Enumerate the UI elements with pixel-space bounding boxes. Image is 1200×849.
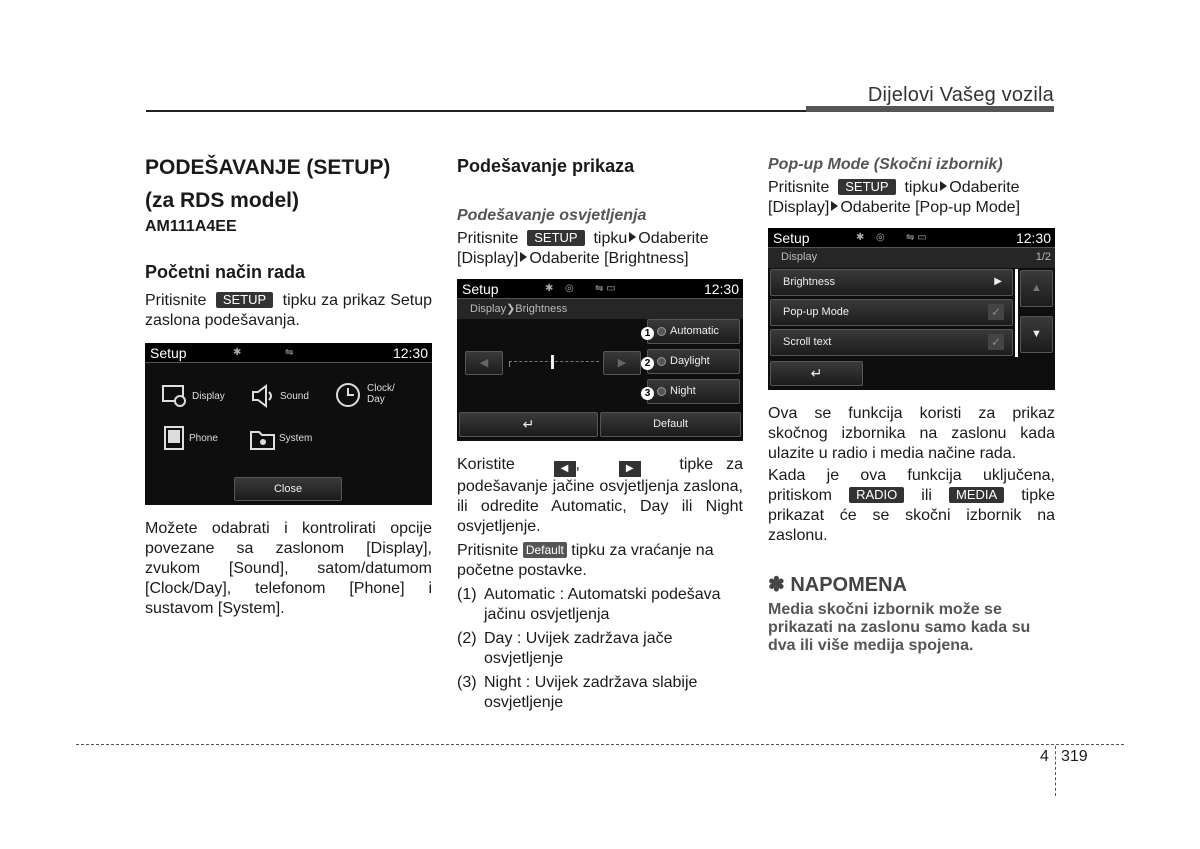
back-button[interactable]: ↵ [770,361,863,386]
slider-thumb[interactable] [551,355,554,369]
instruction-paragraph: Pritisnite SETUP tipku Odaberite [Display] Odaberite [Pop-up Mode] [768,179,1021,216]
brightness-slider[interactable] [509,361,599,367]
bluetooth-icon: ✱ [856,232,865,243]
section-header: Display 1/2 [768,248,1055,268]
usb-icon: ⇋ ▭ [906,232,927,243]
arrow-right-icon [831,201,838,211]
marker-1: 1 [641,327,654,340]
menu-clock[interactable]: Clock/ Day [335,381,415,413]
section-title: PODEŠAVANJE (SETUP) [145,156,391,179]
subsection-title: Početni način rada [145,262,306,282]
radio-key: RADIO [849,487,904,503]
setup-key: SETUP [216,292,273,308]
checkbox-icon[interactable]: ✓ [988,334,1004,350]
brightness-paragraph: Koristite ◀ , ▶ tipke za podešavanje jačine osvjetljenja zaslona, ili odredite Automatic, Day ili Night osvjetljenje. [457,456,744,535]
column-1 [145,150,432,619]
checkbox-icon[interactable]: ✓ [988,304,1004,320]
doc-code: AM111A4EE [145,218,237,235]
marker-2: 2 [641,357,654,370]
setup-key: SETUP [838,179,895,195]
menu-sound[interactable]: Sound [250,383,330,411]
row-popup-mode[interactable]: Pop-up Mode ✓ [770,299,1013,326]
option-list [457,585,743,713]
column-2 [457,150,743,717]
disc-icon: ◎ [876,232,885,243]
note-body: Media skočni izbornik može se prikazati na zaslonu samo kada su dva ili više medija spojena. [768,601,1031,654]
brightness-right-button[interactable]: ▶ [603,351,641,375]
arrow-right-icon: ▶ [994,276,1002,287]
setup-key: SETUP [527,230,584,246]
subsection-title: Podešavanje osvjetljenja [457,207,647,224]
clock-icon [335,381,363,409]
menu-display[interactable]: Display [161,383,241,411]
option-daylight[interactable]: Daylight [647,349,740,374]
phone-icon [163,425,187,451]
left-key-icon: ◀ [554,461,576,477]
menu-system[interactable]: System [249,427,329,455]
header-rule [146,110,806,112]
default-paragraph: Pritisnite Default tipku za vraćanje na početne postavke. [457,542,714,579]
section-title: Podešavanje prikaza [457,156,635,176]
close-button[interactable]: Close [234,477,342,501]
disc-icon: ◎ [565,283,574,294]
bluetooth-icon: ✱ [233,347,242,358]
radio-icon [657,357,666,366]
chapter-number: 4 [1040,748,1049,765]
popup-mode-screen: Setup ✱ ◎ ⇋ ▭ 12:30 Display 1/2 Brightness ▶ Pop-up Mode ✓ Scroll text ✓ ▲ ▼ ↵ [768,228,1055,390]
setup-screen [145,343,432,505]
function-paragraph: Ova se funkcija koristi za prikaz skočnog izbornika na zaslonu kada ulazite u radio i media načine rada. [768,405,1055,462]
scroll-up-button[interactable]: ▲ [1020,270,1053,307]
radio-icon [657,327,666,336]
description-paragraph: Možete odabrati i kontrolirati opcije povezane sa zaslonom [Display], zvukom [Sound], satom/datumom [Clock/Day], telefonom [Phone] i sustavom [System]. [145,520,432,617]
scrollbar-track [1015,269,1018,357]
option-automatic[interactable]: Automatic [647,319,740,344]
screen-clock: 12:30 [392,345,428,361]
marker-3: 3 [641,387,654,400]
section-subtitle: (za RDS model) [145,189,300,212]
subsection-title: Pop-up Mode (Skočni izbornik) [768,156,1003,173]
footer-divider [1055,746,1056,796]
arrow-right-icon [940,181,947,191]
back-button[interactable]: ↵ [459,412,598,437]
display-icon [161,383,189,409]
footer-rule [76,744,1124,745]
arrow-right-icon [629,232,636,242]
media-key: MEDIA [949,487,1004,503]
running-header: Dijelovi Vašeg vozila [867,84,1054,106]
row-brightness[interactable]: Brightness ▶ [770,269,1013,296]
scroll-down-button[interactable]: ▼ [1020,316,1053,353]
page-number: 319 [1061,748,1088,765]
note-title: ✽ NAPOMENA [768,574,907,596]
breadcrumb: Display❯Brightness [457,299,743,319]
brightness-left-button[interactable]: ◀ [465,351,503,375]
header-bar [806,106,1054,112]
list-item: (3) Night : Uvijek zadržava slabije osvjetljenje [457,674,698,711]
menu-phone[interactable]: Phone [163,425,243,453]
default-key: Default [523,542,567,558]
intro-paragraph: Pritisnite SETUP tipku za prikaz Setup zaslona podešavanja. [145,292,433,329]
screen-title: Setup [150,345,187,361]
option-night[interactable]: Night [647,379,740,404]
column-3 [768,150,1055,655]
arrow-right-icon [520,252,527,262]
right-key-icon: ▶ [619,461,641,477]
list-item: (1) Automatic : Automatski podešava jačinu osvjetljenja [457,586,721,623]
popup-paragraph: Kada je ova funkcija uključena, pritiskom RADIO ili MEDIA tipke prikazat će se skočni izbornik na zaslonu. [768,467,1056,544]
system-icon [249,427,277,451]
default-button[interactable]: Default [600,412,741,437]
list-item: (2) Day : Uvijek zadržava jače osvjetljenje [457,630,673,667]
bluetooth-icon: ✱ [545,283,554,294]
row-scroll-text[interactable]: Scroll text ✓ [770,329,1013,356]
instruction-paragraph: Pritisnite SETUP tipku Odaberite [Display] Odaberite [Brightness] [457,230,709,267]
brightness-screen: Setup ✱ ◎ ⇋ ▭ 12:30 Display❯Brightness ◀ ▶ Automatic Daylight Night 1 2 3 ↵ Default [457,279,743,441]
speaker-icon [250,383,276,409]
radio-icon [657,387,666,396]
usb-icon: ⇋ ▭ [595,283,616,294]
usb-icon: ⇋ [285,347,294,358]
